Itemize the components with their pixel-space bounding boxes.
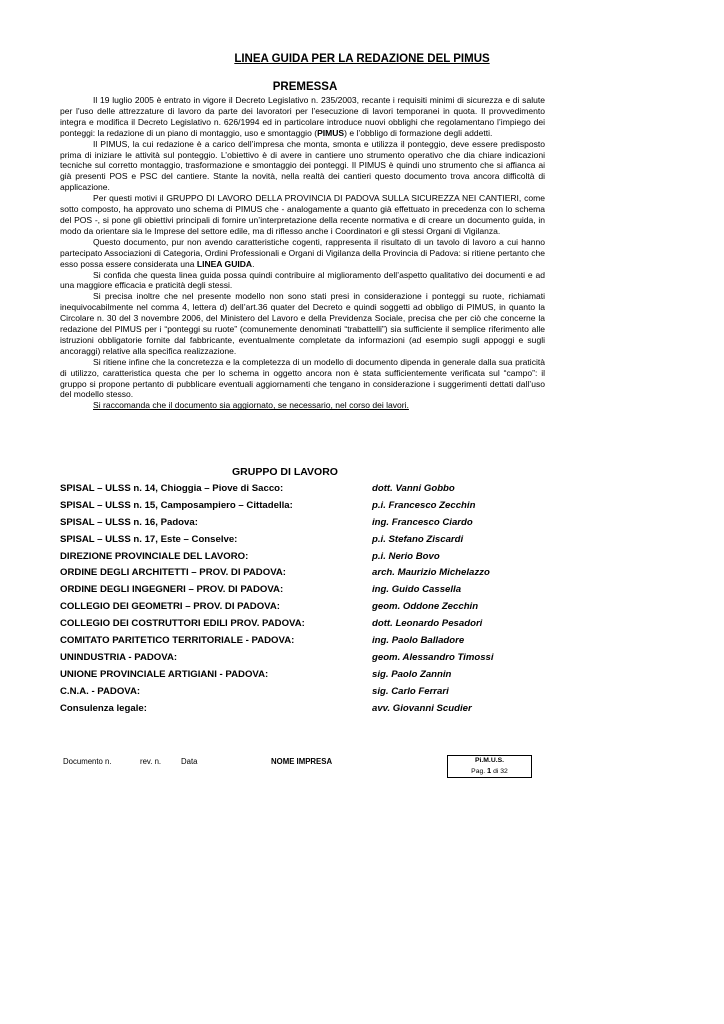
member-organization: COMITATO PARITETICO TERRITORIALE - PADOVA: xyxy=(60,635,295,647)
member-person: sig. Paolo Zannin xyxy=(372,668,452,680)
member-row xyxy=(60,567,560,584)
member-organization: DIREZIONE PROVINCIALE DEL LAVORO: xyxy=(60,550,249,562)
body-paragraph xyxy=(60,400,545,411)
member-organization: SPISAL – ULSS n. 15, Camposampiero – Cittadella: xyxy=(60,499,293,511)
footer-company-name: NOME IMPRESA xyxy=(271,757,333,766)
text-run: Si precisa inoltre che nel presente modello non sono stati presi in considerazione i ponteggi su ruote, richiamati inequivocabilmente nel comma 4, lettera d) dell’art.36 quater del Decreto e quindi soggetti ad obbligo di PIMUS, in quanto la Circolare n. 30 del 3 novembre 2006, del Ministero del Lavoro e della Previdenza Sociale, precisa che per ciò che concerne la redazione del PIMUS per i “ponteggi su ruote” (comunemente denominati “trabattelli”) sia sufficiente il semplice riferimento alle istruzioni obbligatorie fornite dal fabbricante, eventualmente completate da informazioni (ad esempio sugli appoggi e sugli ancoraggi) relative alla specifica realizzazione. xyxy=(60,291,545,356)
member-row xyxy=(60,584,560,601)
body-paragraph xyxy=(60,139,545,194)
member-person: dott. Vanni Gobbo xyxy=(372,483,455,494)
body-paragraph xyxy=(60,270,545,292)
member-person: geom. Alessandro Timossi xyxy=(372,651,494,663)
member-person: avv. Giovanni Scudier xyxy=(372,702,472,714)
text-run: Si ritiene infine che la concretezza e la completezza di un modello di documento dipenda in generale dalla sua praticità di utilizzo, caratteristica questa che per lo schema in oggetto ancora non è stata sufficientemente verificata sul “campo”: il gruppo si propone pertanto di pubblicare eventuali aggiornamenti che tengano in considerazione i suggerimenti dettati dall’uso del modello stesso. xyxy=(60,356,545,400)
member-organization: Consulenza legale: xyxy=(60,702,147,714)
group-heading: GRUPPO DI LAVORO xyxy=(232,466,338,478)
member-person: ing. Guido Cassella xyxy=(372,584,462,596)
footer-documento-label: Documento n. xyxy=(63,757,112,766)
member-person: sig. Carlo Ferrari xyxy=(372,685,449,697)
footer-page-separator: di xyxy=(493,767,499,775)
member-person: geom. Oddone Zecchin xyxy=(372,601,479,613)
text-run: . xyxy=(252,258,255,269)
text-run: Il 19 luglio 2005 è entrato in vigore il Decreto Legislativo n. 235/2003, recante i requisiti minimi di sicurezza e di salute per l'uso delle attrezzature di lavoro da parte dei lavoratori per l’esecuzione di lavori temporanei in quota. Il provvedimento integra e modifica il Decreto Legislativo n. 626/1994 ed in particolare introduce nuovi obblighi che regolamentano l’impiego dei ponteggi: la redazione di un piano di montaggio, uso e smontaggio ( xyxy=(60,95,545,138)
member-row xyxy=(60,517,560,534)
footer-page-total: 32 xyxy=(500,767,508,775)
member-row xyxy=(60,635,560,652)
member-row xyxy=(60,500,560,517)
body-paragraph xyxy=(60,193,545,237)
member-person: p.i. Stefano Ziscardi xyxy=(372,533,464,545)
text-run: Questo documento, pur non avendo caratteristiche cogenti, rappresenta il risultato di un tavolo di lavoro a cui hanno partecipato Associazioni di Categoria, Ordini Professionali e Organi di Vigilanza della Provincia di Padova: si ritiene pertanto che esso possa essere considerata una xyxy=(60,236,545,269)
member-person: ing. Francesco Ciardo xyxy=(372,516,473,528)
member-row xyxy=(60,551,560,568)
footer-page-number: 1 xyxy=(487,765,492,775)
member-organization: COLLEGIO DEI COSTRUTTORI EDILI PROV. PADOVA: xyxy=(60,618,305,630)
text-run: Il PIMUS, la cui redazione è a carico dell’impresa che monta, smonta e utilizza il ponteggio, deve essere predisposto prima di iniziare le attività sul ponteggio. L’obiettivo è di avere in cantiere uno strumento operativo che dia chiare indicazioni tecniche sul corretto montaggio, trasformazione e smontaggio dei ponteggi. Il PIMUS è quindi uno strumento che si affianca ai già presenti POS e PSC del cantiere. Stante la novità, nella realtà dei cantieri questo documento trova ancora difficoltà di applicazione. xyxy=(60,138,545,193)
member-organization: ORDINE DEGLI INGEGNERI – PROV. DI PADOVA: xyxy=(60,584,284,596)
bold-text: LINEA GUIDA xyxy=(196,258,253,269)
bold-text: PIMUS xyxy=(317,127,345,138)
body-paragraph xyxy=(60,237,545,270)
member-person: ing. Paolo Balladore xyxy=(372,635,465,647)
text-run: Si raccomanda che il documento sia aggiornato, se necessario, nel corso dei lavori. xyxy=(93,400,409,411)
member-row xyxy=(60,703,560,720)
body-paragraph xyxy=(60,357,545,401)
member-organization: SPISAL – ULSS n. 17, Este – Conselve: xyxy=(60,533,238,545)
member-row xyxy=(60,652,560,669)
member-organization: COLLEGIO DEI GEOMETRI – PROV. DI PADOVA: xyxy=(60,601,280,613)
member-organization: UNIONE PROVINCIALE ARTIGIANI - PADOVA: xyxy=(60,668,269,680)
text-run: Per questi motivi il GRUPPO DI LAVORO DELLA PROVINCIA DI PADOVA SULLA SICUREZZA NEI CANTIERI, come sotto composto, ha approvato uno schema di PIMUS che - analogamente a quanto già effettuato in precedenza con lo schema del POS -, si pone gli obiettivi principali di fornire un’interpretazione della recente normativa e di creare un documento guida, in modo da orientare sia le Imprese del settore edile, ma di riflesso anche i Coordinatori e gli stessi Organi di Vigilanza. xyxy=(60,193,545,236)
body-paragraph xyxy=(60,95,545,139)
text-run: Si confida che questa linea guida possa quindi contribuire al miglioramento dell’aspetto qualitativo dei documenti e ad una maggiore efficacia e praticità degli stessi. xyxy=(60,269,545,291)
footer-pimus-box xyxy=(447,755,532,778)
member-organization: C.N.A. - PADOVA: xyxy=(60,685,141,697)
footer-pag-label: Pag. xyxy=(471,767,486,775)
member-row xyxy=(60,669,560,686)
member-organization: SPISAL – ULSS n. 16, Padova: xyxy=(60,516,198,528)
member-organization: ORDINE DEGLI ARCHITETTI – PROV. DI PADOVA: xyxy=(60,567,287,579)
member-row xyxy=(60,534,560,551)
member-organization: SPISAL – ULSS n. 14, Chioggia – Piove di Sacco: xyxy=(60,483,284,494)
body-paragraph xyxy=(60,291,545,356)
section-heading-premessa: PREMESSA xyxy=(272,81,338,93)
member-person: p.i. Nerio Bovo xyxy=(372,550,440,562)
member-row xyxy=(60,601,560,618)
member-row xyxy=(60,686,560,703)
text-run: ) e l’obbligo di formazione degli addetti. xyxy=(344,127,493,138)
footer-rev-label: rev. n. xyxy=(140,757,162,766)
premessa-body xyxy=(60,95,545,411)
member-row xyxy=(60,483,560,500)
member-person: dott. Leonardo Pesadori xyxy=(372,618,483,630)
footer-box-title: Pi.M.U.S. xyxy=(474,757,505,764)
member-row xyxy=(60,618,560,635)
member-organization: UNINDUSTRIA - PADOVA: xyxy=(60,651,178,663)
footer-data-label: Data xyxy=(181,757,198,766)
document-title: LINEA GUIDA PER LA REDAZIONE DEL PIMUS xyxy=(234,53,490,65)
member-person: p.i. Francesco Zecchin xyxy=(372,499,476,511)
member-person: arch. Maurizio Michelazzo xyxy=(372,567,490,579)
working-group-list xyxy=(60,483,560,719)
